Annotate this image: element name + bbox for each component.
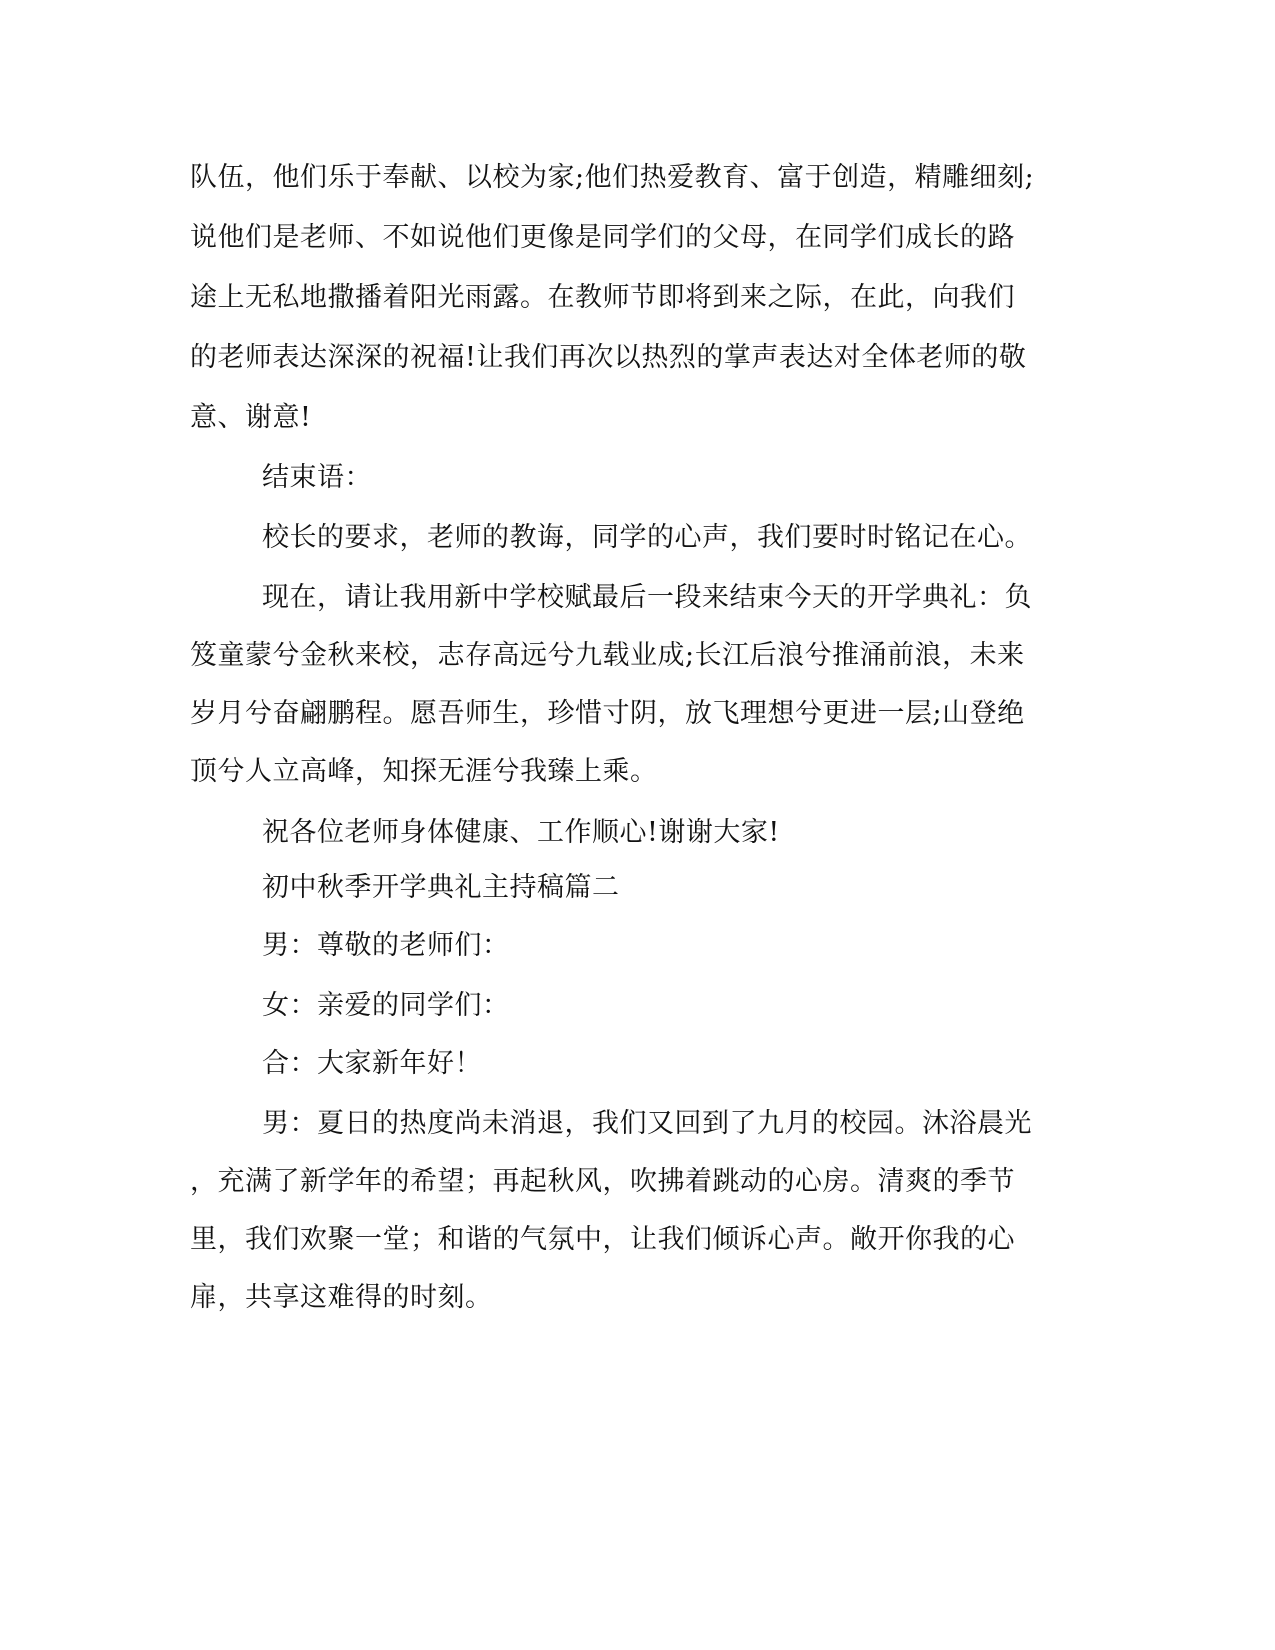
paragraph-line: 顶兮人立高峰，知探无涯兮我臻上乘。 (190, 756, 658, 787)
paragraph-line: 意、谢意! (190, 402, 312, 433)
paragraph-line: 现在，请让我用新中学校赋最后一段来结束今天的开学典礼：负 (262, 582, 1032, 613)
dialogue-line: 女：亲爱的同学们： (262, 990, 510, 1021)
paragraph-line: 祝各位老师身体健康、工作顺心!谢谢大家! (262, 817, 780, 848)
closing-heading: 结束语： (262, 462, 372, 493)
dialogue-line: 男：夏日的热度尚未消退，我们又回到了九月的校园。沐浴晨光 (262, 1108, 1032, 1139)
paragraph-line: 的老师表达深深的祝福!让我们再次以热烈的掌声表达对全体老师的敬 (190, 342, 1027, 373)
dialogue-line: 男：尊敬的老师们： (262, 930, 510, 961)
paragraph-line: 扉，共享这难得的时刻。 (190, 1282, 493, 1313)
dialogue-line: 合：大家新年好！ (262, 1048, 482, 1079)
paragraph-line: 校长的要求，老师的教诲，同学的心声，我们要时时铭记在心。 (262, 522, 1032, 553)
paragraph-line: 队伍，他们乐于奉献、以校为家;他们热爱教育、富于创造，精雕细刻; (190, 162, 1035, 193)
paragraph-line: 里，我们欢聚一堂；和谐的气氛中，让我们倾诉心声。敞开你我的心 (190, 1224, 1015, 1255)
section-title: 初中秋季开学典礼主持稿篇二 (262, 872, 620, 903)
paragraph-line: 笈童蒙兮金秋来校，志存高远兮九载业成;长江后浪兮推涌前浪，未来 (190, 640, 1025, 671)
paragraph-line: ，充满了新学年的希望；再起秋风，吹拂着跳动的心房。清爽的季节 (190, 1166, 1015, 1197)
paragraph-line: 岁月兮奋翩鹏程。愿吾师生，珍惜寸阴，放飞理想兮更进一层;山登绝 (190, 698, 1025, 729)
paragraph-line: 途上无私地撒播着阳光雨露。在教师节即将到来之际，在此，向我们 (190, 282, 1015, 313)
paragraph-line: 说他们是老师、不如说他们更像是同学们的父母，在同学们成长的路 (190, 222, 1015, 253)
